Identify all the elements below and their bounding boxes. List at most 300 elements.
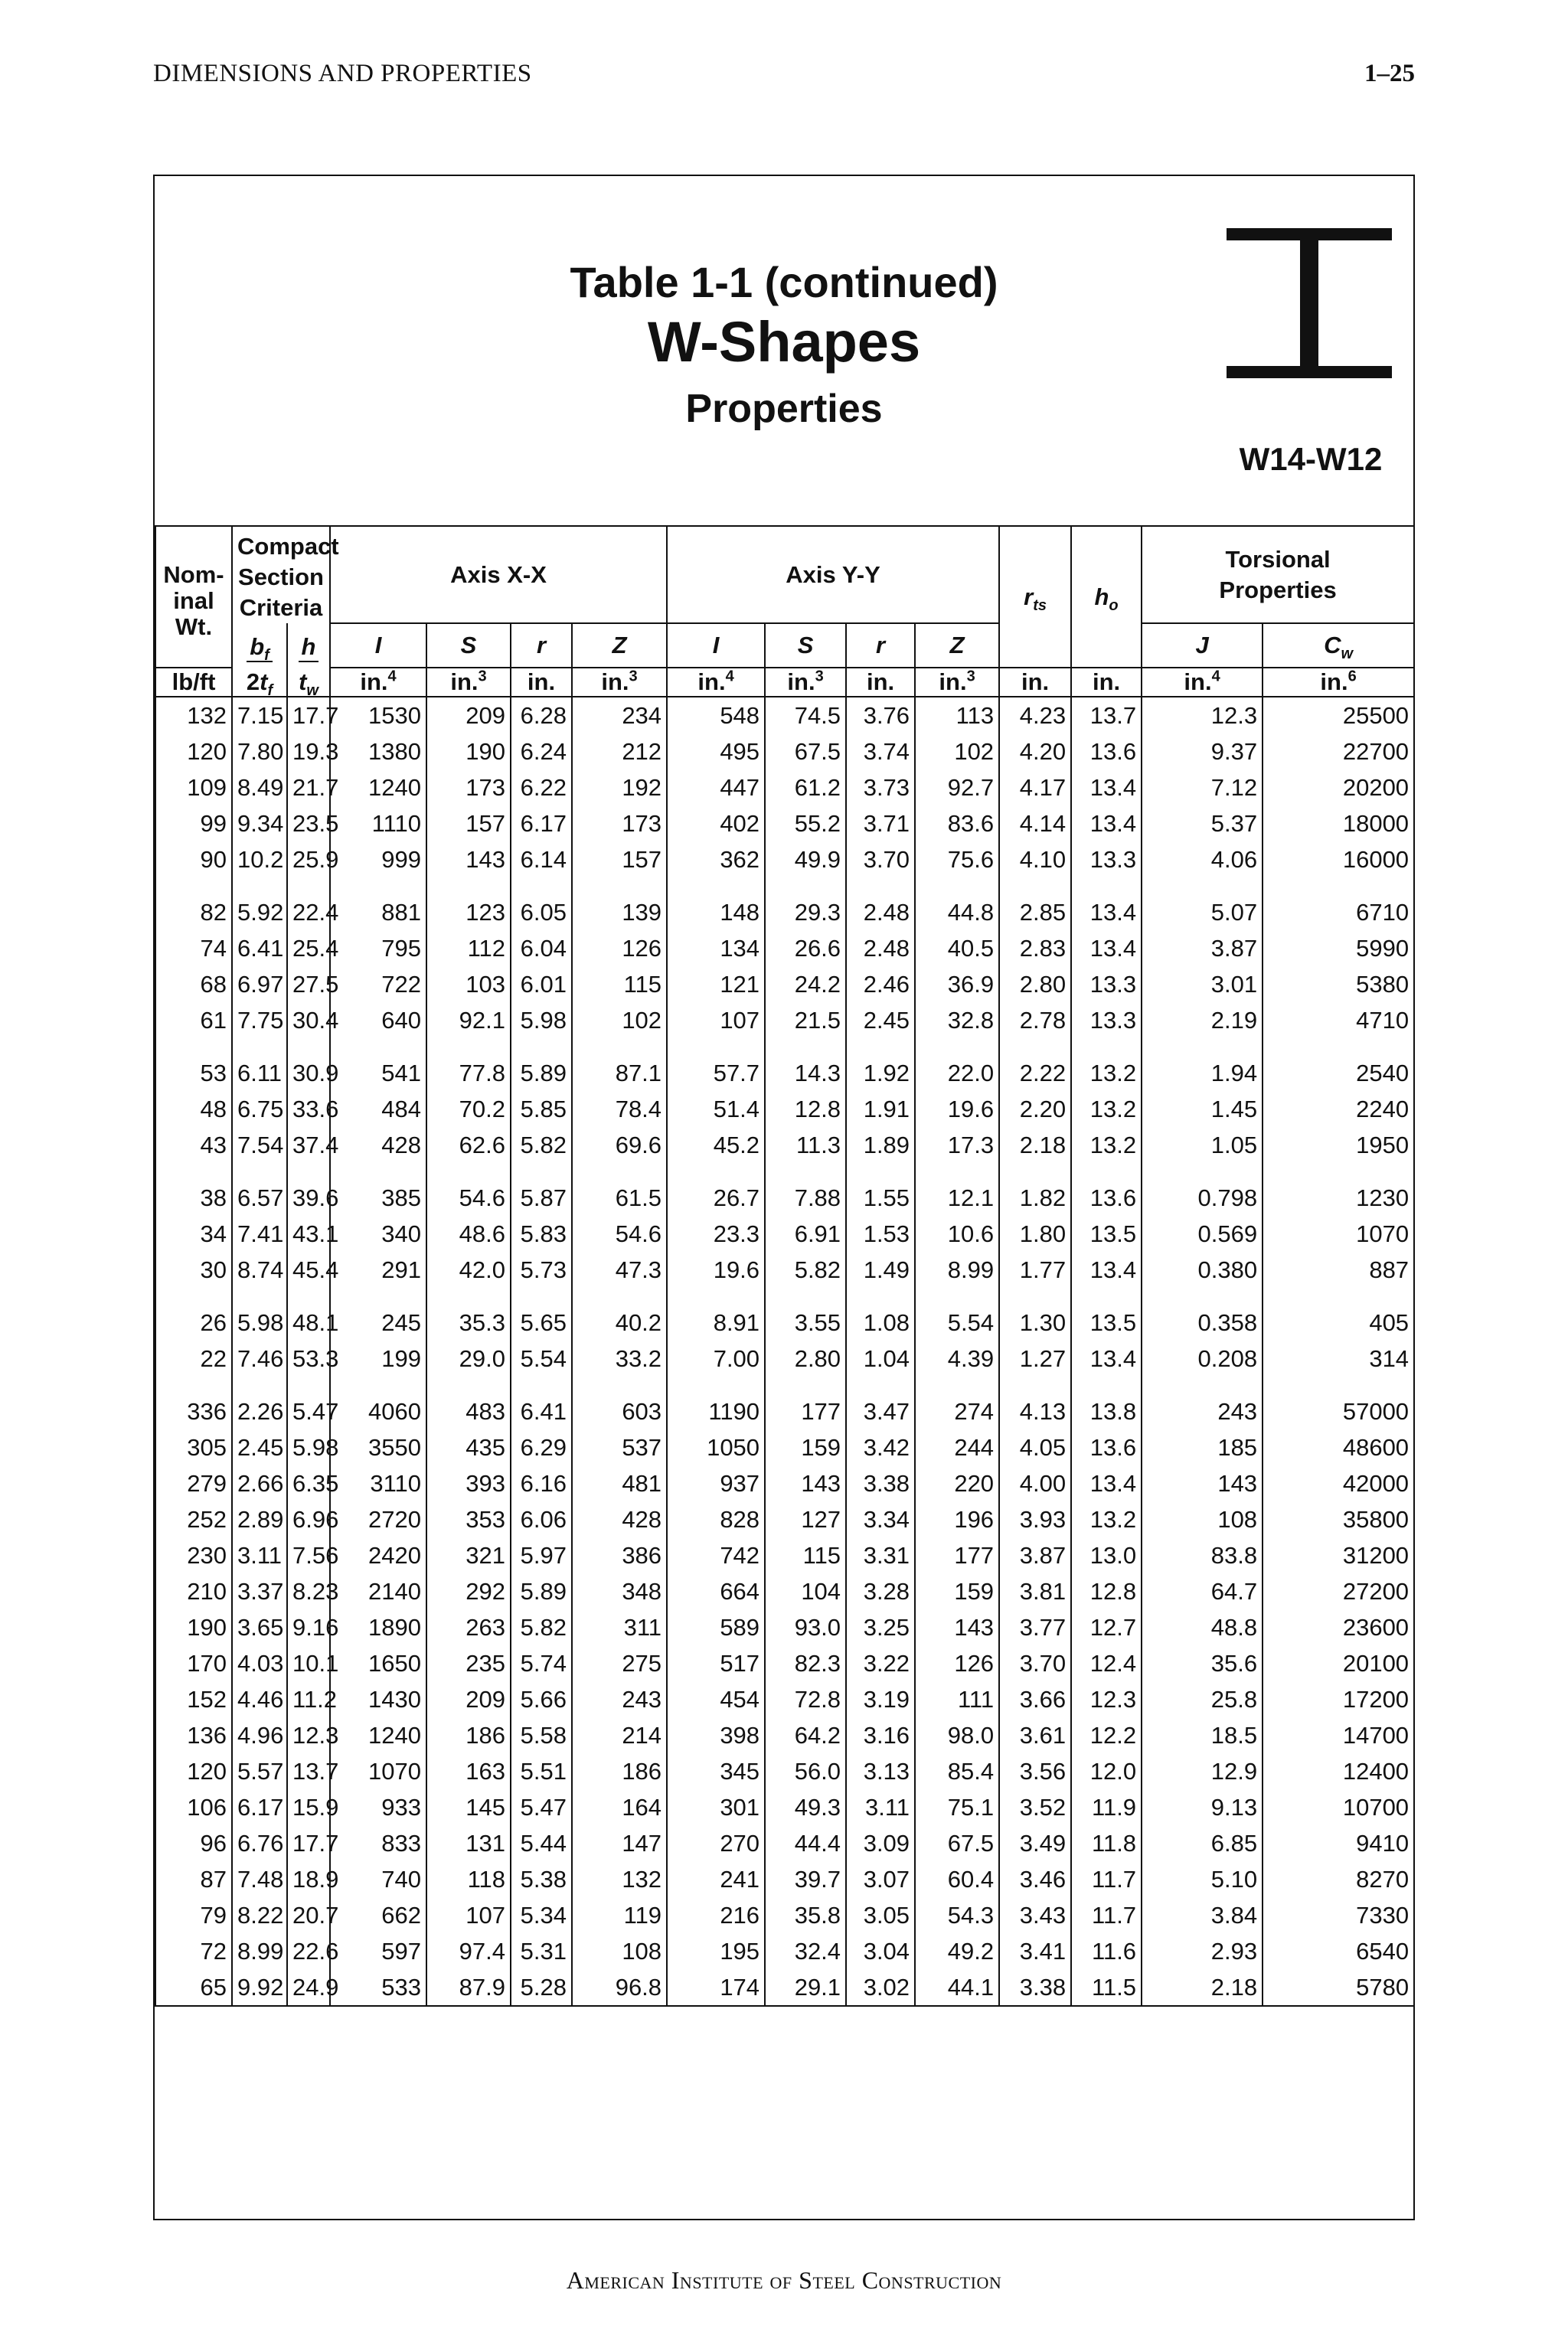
table-row [155, 1573, 1414, 1609]
cell-cw: 48600 [1263, 1429, 1414, 1465]
cell-wt: 82 [155, 894, 232, 930]
cell-h: 8.23 [287, 1573, 330, 1609]
cell-ix: 1110 [330, 805, 426, 841]
cell-wt: 72 [155, 1933, 232, 1969]
cell-sx: 118 [426, 1861, 511, 1897]
cell-zx: 102 [572, 1002, 667, 1038]
table-row [155, 1825, 1414, 1861]
spacer-cell [330, 877, 426, 894]
cell-cw: 20200 [1263, 769, 1414, 805]
cell-h: 5.47 [287, 1393, 330, 1429]
cell-rx: 6.24 [511, 733, 572, 769]
cell-rts: 2.80 [999, 966, 1071, 1002]
cell-rts: 1.30 [999, 1305, 1071, 1341]
spacer-cell [287, 1288, 330, 1305]
table-row [155, 1645, 1414, 1681]
cell-zx: 132 [572, 1861, 667, 1897]
cell-ry: 3.76 [846, 697, 915, 733]
group-spacer [155, 1288, 1414, 1305]
cell-zx: 164 [572, 1789, 667, 1825]
cell-wt: 190 [155, 1609, 232, 1645]
cell-cw: 57000 [1263, 1393, 1414, 1429]
cell-iy: 398 [667, 1717, 765, 1753]
table-row [155, 1216, 1414, 1252]
cell-zy: 244 [915, 1429, 999, 1465]
cell-zy: 36.9 [915, 966, 999, 1002]
cell-ry: 3.02 [846, 1969, 915, 2006]
spacer-cell [572, 1377, 667, 1393]
cell-iy: 241 [667, 1861, 765, 1897]
cell-sx: 321 [426, 1537, 511, 1573]
cell-j: 12.3 [1142, 697, 1263, 733]
cell-iy: 45.2 [667, 1127, 765, 1163]
cell-j: 0.569 [1142, 1216, 1263, 1252]
table-row [155, 1393, 1414, 1429]
cell-sy: 14.3 [765, 1055, 846, 1091]
cell-zy: 196 [915, 1501, 999, 1537]
cell-zy: 102 [915, 733, 999, 769]
cw-header: $C_w$ [1263, 623, 1414, 668]
cell-ix: 640 [330, 1002, 426, 1038]
cell-ho: 13.2 [1071, 1091, 1142, 1127]
cell-h: 25.4 [287, 930, 330, 966]
cell-j: 9.13 [1142, 1789, 1263, 1825]
cell-zy: 54.3 [915, 1897, 999, 1933]
unit-j: in.$^4$ [1142, 668, 1263, 697]
spacer-cell [915, 877, 999, 894]
cell-sy: 3.55 [765, 1305, 846, 1341]
j-header: J [1142, 623, 1263, 668]
group-spacer [155, 1163, 1414, 1180]
cell-iy: 19.6 [667, 1252, 765, 1288]
cell-iy: 1050 [667, 1429, 765, 1465]
cell-bf: 8.99 [232, 1933, 287, 1969]
spacer-cell [915, 1377, 999, 1393]
cell-zy: 177 [915, 1537, 999, 1573]
cell-wt: 120 [155, 1753, 232, 1789]
cell-ry: 2.45 [846, 1002, 915, 1038]
cell-iy: 121 [667, 966, 765, 1002]
cell-ry: 1.04 [846, 1341, 915, 1377]
cell-ry: 3.05 [846, 1897, 915, 1933]
spacer-cell [1142, 1038, 1263, 1055]
cell-h: 9.16 [287, 1609, 330, 1645]
cell-sx: 103 [426, 966, 511, 1002]
table-row [155, 1429, 1414, 1465]
cell-rx: 5.66 [511, 1681, 572, 1717]
cell-iy: 8.91 [667, 1305, 765, 1341]
table-row [155, 930, 1414, 966]
cell-sy: 72.8 [765, 1681, 846, 1717]
cell-zx: 69.6 [572, 1127, 667, 1163]
cell-zy: 83.6 [915, 805, 999, 841]
cell-ho: 12.4 [1071, 1645, 1142, 1681]
cell-zx: 108 [572, 1933, 667, 1969]
cell-sy: 104 [765, 1573, 846, 1609]
cell-rts: 4.17 [999, 769, 1071, 805]
cell-ry: 3.34 [846, 1501, 915, 1537]
cell-j: 0.798 [1142, 1180, 1263, 1216]
cell-sy: 56.0 [765, 1753, 846, 1789]
cell-rts: 3.38 [999, 1969, 1071, 2006]
unit-ho: in. [1071, 668, 1142, 697]
spacer-cell [846, 1377, 915, 1393]
cell-ix: 428 [330, 1127, 426, 1163]
cell-ix: 291 [330, 1252, 426, 1288]
cell-ry: 3.71 [846, 805, 915, 841]
cell-h: 17.7 [287, 1825, 330, 1861]
cell-wt: 48 [155, 1091, 232, 1127]
cell-sy: 39.7 [765, 1861, 846, 1897]
cell-bf: 7.46 [232, 1341, 287, 1377]
cell-iy: 548 [667, 697, 765, 733]
cell-cw: 23600 [1263, 1609, 1414, 1645]
cell-cw: 16000 [1263, 841, 1414, 877]
cell-wt: 336 [155, 1393, 232, 1429]
cell-rts: 1.77 [999, 1252, 1071, 1288]
cell-rx: 5.74 [511, 1645, 572, 1681]
cell-zx: 119 [572, 1897, 667, 1933]
cell-ho: 12.7 [1071, 1609, 1142, 1645]
cell-cw: 25500 [1263, 697, 1414, 733]
table-row [155, 1789, 1414, 1825]
cell-j: 64.7 [1142, 1573, 1263, 1609]
cell-sx: 92.1 [426, 1002, 511, 1038]
cell-ho: 11.7 [1071, 1861, 1142, 1897]
cell-sy: 61.2 [765, 769, 846, 805]
cell-ix: 833 [330, 1825, 426, 1861]
cell-iy: 362 [667, 841, 765, 877]
cell-rts: 4.20 [999, 733, 1071, 769]
cell-ry: 2.48 [846, 894, 915, 930]
cell-h: 6.96 [287, 1501, 330, 1537]
cell-bf: 6.17 [232, 1789, 287, 1825]
cell-j: 83.8 [1142, 1537, 1263, 1573]
table-row [155, 1002, 1414, 1038]
properties-table [155, 525, 1415, 2007]
cell-rx: 5.31 [511, 1933, 572, 1969]
cell-bf: 8.74 [232, 1252, 287, 1288]
cell-ry: 1.91 [846, 1091, 915, 1127]
cell-rx: 6.06 [511, 1501, 572, 1537]
cell-cw: 5380 [1263, 966, 1414, 1002]
cell-zy: 220 [915, 1465, 999, 1501]
cell-zx: 96.8 [572, 1969, 667, 2006]
cell-wt: 230 [155, 1537, 232, 1573]
cell-h: 24.9 [287, 1969, 330, 2006]
table-row [155, 1252, 1414, 1288]
cell-sx: 163 [426, 1753, 511, 1789]
cell-wt: 53 [155, 1055, 232, 1091]
spacer-cell [667, 877, 765, 894]
cell-zy: 44.8 [915, 894, 999, 930]
cell-zy: 12.1 [915, 1180, 999, 1216]
title-block [155, 176, 1413, 525]
sy-header: S [765, 623, 846, 668]
cell-rx: 5.83 [511, 1216, 572, 1252]
cell-ry: 3.19 [846, 1681, 915, 1717]
spacer-cell [1142, 1288, 1263, 1305]
cell-bf: 3.37 [232, 1573, 287, 1609]
cell-wt: 120 [155, 733, 232, 769]
cell-h: 5.98 [287, 1429, 330, 1465]
cell-zy: 49.2 [915, 1933, 999, 1969]
running-head [153, 60, 1415, 93]
cell-ry: 3.73 [846, 769, 915, 805]
cell-bf: 7.75 [232, 1002, 287, 1038]
cell-bf: 4.96 [232, 1717, 287, 1753]
cell-sx: 143 [426, 841, 511, 877]
cell-zy: 85.4 [915, 1753, 999, 1789]
wide-flange-icon [1225, 227, 1393, 380]
cell-zy: 10.6 [915, 1216, 999, 1252]
cell-iy: 937 [667, 1465, 765, 1501]
cell-bf: 3.65 [232, 1609, 287, 1645]
cell-rts: 2.78 [999, 1002, 1071, 1038]
spacer-cell [765, 1163, 846, 1180]
cell-rts: 3.81 [999, 1573, 1071, 1609]
cell-cw: 1950 [1263, 1127, 1414, 1163]
spacer-cell [1142, 1377, 1263, 1393]
cell-iy: 828 [667, 1501, 765, 1537]
cell-ix: 340 [330, 1216, 426, 1252]
cell-iy: 148 [667, 894, 765, 930]
cell-rx: 5.82 [511, 1609, 572, 1645]
cell-ix: 1890 [330, 1609, 426, 1645]
cell-sx: 77.8 [426, 1055, 511, 1091]
cell-wt: 210 [155, 1573, 232, 1609]
cell-j: 12.9 [1142, 1753, 1263, 1789]
cell-sx: 123 [426, 894, 511, 930]
axis-yy-header: Axis Y-Y [667, 526, 999, 623]
unit-sy: in.$^3$ [765, 668, 846, 697]
cell-sx: 235 [426, 1645, 511, 1681]
cell-wt: 74 [155, 930, 232, 966]
cell-wt: 132 [155, 697, 232, 733]
cell-sx: 435 [426, 1429, 511, 1465]
cell-cw: 5780 [1263, 1969, 1414, 2006]
cell-bf: 7.15 [232, 697, 287, 733]
cell-sy: 32.4 [765, 1933, 846, 1969]
cell-h: 22.6 [287, 1933, 330, 1969]
cell-ry: 3.22 [846, 1645, 915, 1681]
cell-sx: 131 [426, 1825, 511, 1861]
table-row [155, 966, 1414, 1002]
cell-j: 3.01 [1142, 966, 1263, 1002]
cell-bf: 8.22 [232, 1897, 287, 1933]
cell-rts: 1.27 [999, 1341, 1071, 1377]
cell-wt: 252 [155, 1501, 232, 1537]
cell-zx: 186 [572, 1753, 667, 1789]
cell-j: 2.18 [1142, 1969, 1263, 2006]
cell-sy: 55.2 [765, 805, 846, 841]
cell-rx: 5.85 [511, 1091, 572, 1127]
cell-ry: 1.08 [846, 1305, 915, 1341]
unit-zx: in.$^3$ [572, 668, 667, 697]
cell-rx: 5.54 [511, 1341, 572, 1377]
spacer-cell [1071, 1038, 1142, 1055]
cell-zy: 44.1 [915, 1969, 999, 2006]
cell-rx: 5.58 [511, 1717, 572, 1753]
cell-sx: 190 [426, 733, 511, 769]
cell-zy: 75.6 [915, 841, 999, 877]
cell-ix: 1430 [330, 1681, 426, 1717]
cell-ix: 795 [330, 930, 426, 966]
cell-rts: 4.05 [999, 1429, 1071, 1465]
cell-ix: 662 [330, 1897, 426, 1933]
cell-h: 11.2 [287, 1681, 330, 1717]
spacer-cell [572, 1038, 667, 1055]
cell-rts: 2.18 [999, 1127, 1071, 1163]
cell-wt: 61 [155, 1002, 232, 1038]
cell-cw: 22700 [1263, 733, 1414, 769]
cell-sx: 292 [426, 1573, 511, 1609]
cell-rx: 6.16 [511, 1465, 572, 1501]
spacer-cell [572, 1163, 667, 1180]
cell-j: 5.37 [1142, 805, 1263, 841]
cell-ix: 933 [330, 1789, 426, 1825]
cell-zy: 17.3 [915, 1127, 999, 1163]
ho-header: $h_o$ [1071, 526, 1142, 668]
cell-ry: 1.49 [846, 1252, 915, 1288]
cell-ho: 13.4 [1071, 930, 1142, 966]
cell-cw: 31200 [1263, 1537, 1414, 1573]
cell-ho: 13.6 [1071, 1180, 1142, 1216]
spacer-cell [330, 1163, 426, 1180]
cell-ix: 533 [330, 1969, 426, 2006]
cell-sy: 49.3 [765, 1789, 846, 1825]
cell-cw: 12400 [1263, 1753, 1414, 1789]
cell-j: 2.93 [1142, 1933, 1263, 1969]
cell-sy: 2.80 [765, 1341, 846, 1377]
spacer-cell [330, 1288, 426, 1305]
cell-cw: 4710 [1263, 1002, 1414, 1038]
cell-iy: 517 [667, 1645, 765, 1681]
spacer-cell [232, 1288, 287, 1305]
cell-zx: 61.5 [572, 1180, 667, 1216]
cell-ix: 484 [330, 1091, 426, 1127]
spacer-cell [667, 1377, 765, 1393]
cell-zy: 19.6 [915, 1091, 999, 1127]
cell-h: 10.1 [287, 1645, 330, 1681]
cell-iy: 301 [667, 1789, 765, 1825]
cell-zy: 40.5 [915, 930, 999, 966]
cell-bf: 5.92 [232, 894, 287, 930]
cell-ix: 722 [330, 966, 426, 1002]
group-spacer [155, 1038, 1414, 1055]
spacer-cell [1263, 1288, 1414, 1305]
spacer-cell [1142, 1163, 1263, 1180]
cell-ry: 3.13 [846, 1753, 915, 1789]
spacer-cell [1263, 1038, 1414, 1055]
spacer-cell [765, 877, 846, 894]
cell-bf: 2.89 [232, 1501, 287, 1537]
spacer-cell [846, 1038, 915, 1055]
cell-sx: 42.0 [426, 1252, 511, 1288]
spacer-cell [511, 1288, 572, 1305]
spacer-cell [511, 1163, 572, 1180]
cell-j: 35.6 [1142, 1645, 1263, 1681]
cell-sy: 44.4 [765, 1825, 846, 1861]
cell-rts: 2.22 [999, 1055, 1071, 1091]
cell-rx: 5.44 [511, 1825, 572, 1861]
unit-ix: in.$^4$ [330, 668, 426, 697]
cell-bf: 5.98 [232, 1305, 287, 1341]
cell-zx: 157 [572, 841, 667, 877]
cell-cw: 1230 [1263, 1180, 1414, 1216]
cell-ho: 13.3 [1071, 841, 1142, 877]
cell-ho: 13.4 [1071, 894, 1142, 930]
cell-h: 12.3 [287, 1717, 330, 1753]
cell-rts: 4.14 [999, 805, 1071, 841]
cell-ix: 597 [330, 1933, 426, 1969]
cell-sx: 393 [426, 1465, 511, 1501]
spacer-cell [1071, 1288, 1142, 1305]
cell-rts: 3.43 [999, 1897, 1071, 1933]
cell-j: 108 [1142, 1501, 1263, 1537]
cell-j: 0.358 [1142, 1305, 1263, 1341]
cell-sx: 29.0 [426, 1341, 511, 1377]
cell-ix: 881 [330, 894, 426, 930]
cell-bf: 6.11 [232, 1055, 287, 1091]
cell-j: 1.05 [1142, 1127, 1263, 1163]
cell-ho: 11.6 [1071, 1933, 1142, 1969]
cell-cw: 5990 [1263, 930, 1414, 966]
cell-rx: 6.28 [511, 697, 572, 733]
table-row [155, 733, 1414, 769]
cell-ry: 3.07 [846, 1861, 915, 1897]
cell-zy: 126 [915, 1645, 999, 1681]
cell-zy: 4.39 [915, 1341, 999, 1377]
cell-bf: 2.45 [232, 1429, 287, 1465]
cell-h: 17.7 [287, 697, 330, 733]
table-row [155, 1933, 1414, 1969]
cell-sy: 82.3 [765, 1645, 846, 1681]
table-row [155, 1501, 1414, 1537]
table-row [155, 1465, 1414, 1501]
spacer-cell [155, 877, 232, 894]
spacer-cell [572, 1288, 667, 1305]
cell-zx: 348 [572, 1573, 667, 1609]
torsional-header: Torsional Properties [1142, 526, 1414, 623]
cell-rx: 5.65 [511, 1305, 572, 1341]
cell-h: 13.7 [287, 1753, 330, 1789]
cell-rx: 6.29 [511, 1429, 572, 1465]
cell-zy: 113 [915, 697, 999, 733]
nominal-wt-header: Nom- inal Wt. [155, 526, 232, 668]
spacer-cell [511, 1038, 572, 1055]
cell-zx: 214 [572, 1717, 667, 1753]
cell-ho: 12.0 [1071, 1753, 1142, 1789]
cell-wt: 109 [155, 769, 232, 805]
cell-ho: 13.6 [1071, 733, 1142, 769]
unit-rx: in. [511, 668, 572, 697]
cell-zx: 243 [572, 1681, 667, 1717]
cell-sy: 64.2 [765, 1717, 846, 1753]
cell-j: 25.8 [1142, 1681, 1263, 1717]
cell-ix: 4060 [330, 1393, 426, 1429]
cell-ix: 2420 [330, 1537, 426, 1573]
cell-zy: 60.4 [915, 1861, 999, 1897]
cell-rts: 3.77 [999, 1609, 1071, 1645]
cell-rts: 4.10 [999, 841, 1071, 877]
cell-bf: 5.57 [232, 1753, 287, 1789]
table-row [155, 769, 1414, 805]
cell-ho: 13.8 [1071, 1393, 1142, 1429]
cell-bf: 7.41 [232, 1216, 287, 1252]
cell-rx: 6.01 [511, 966, 572, 1002]
cell-rx: 6.41 [511, 1393, 572, 1429]
